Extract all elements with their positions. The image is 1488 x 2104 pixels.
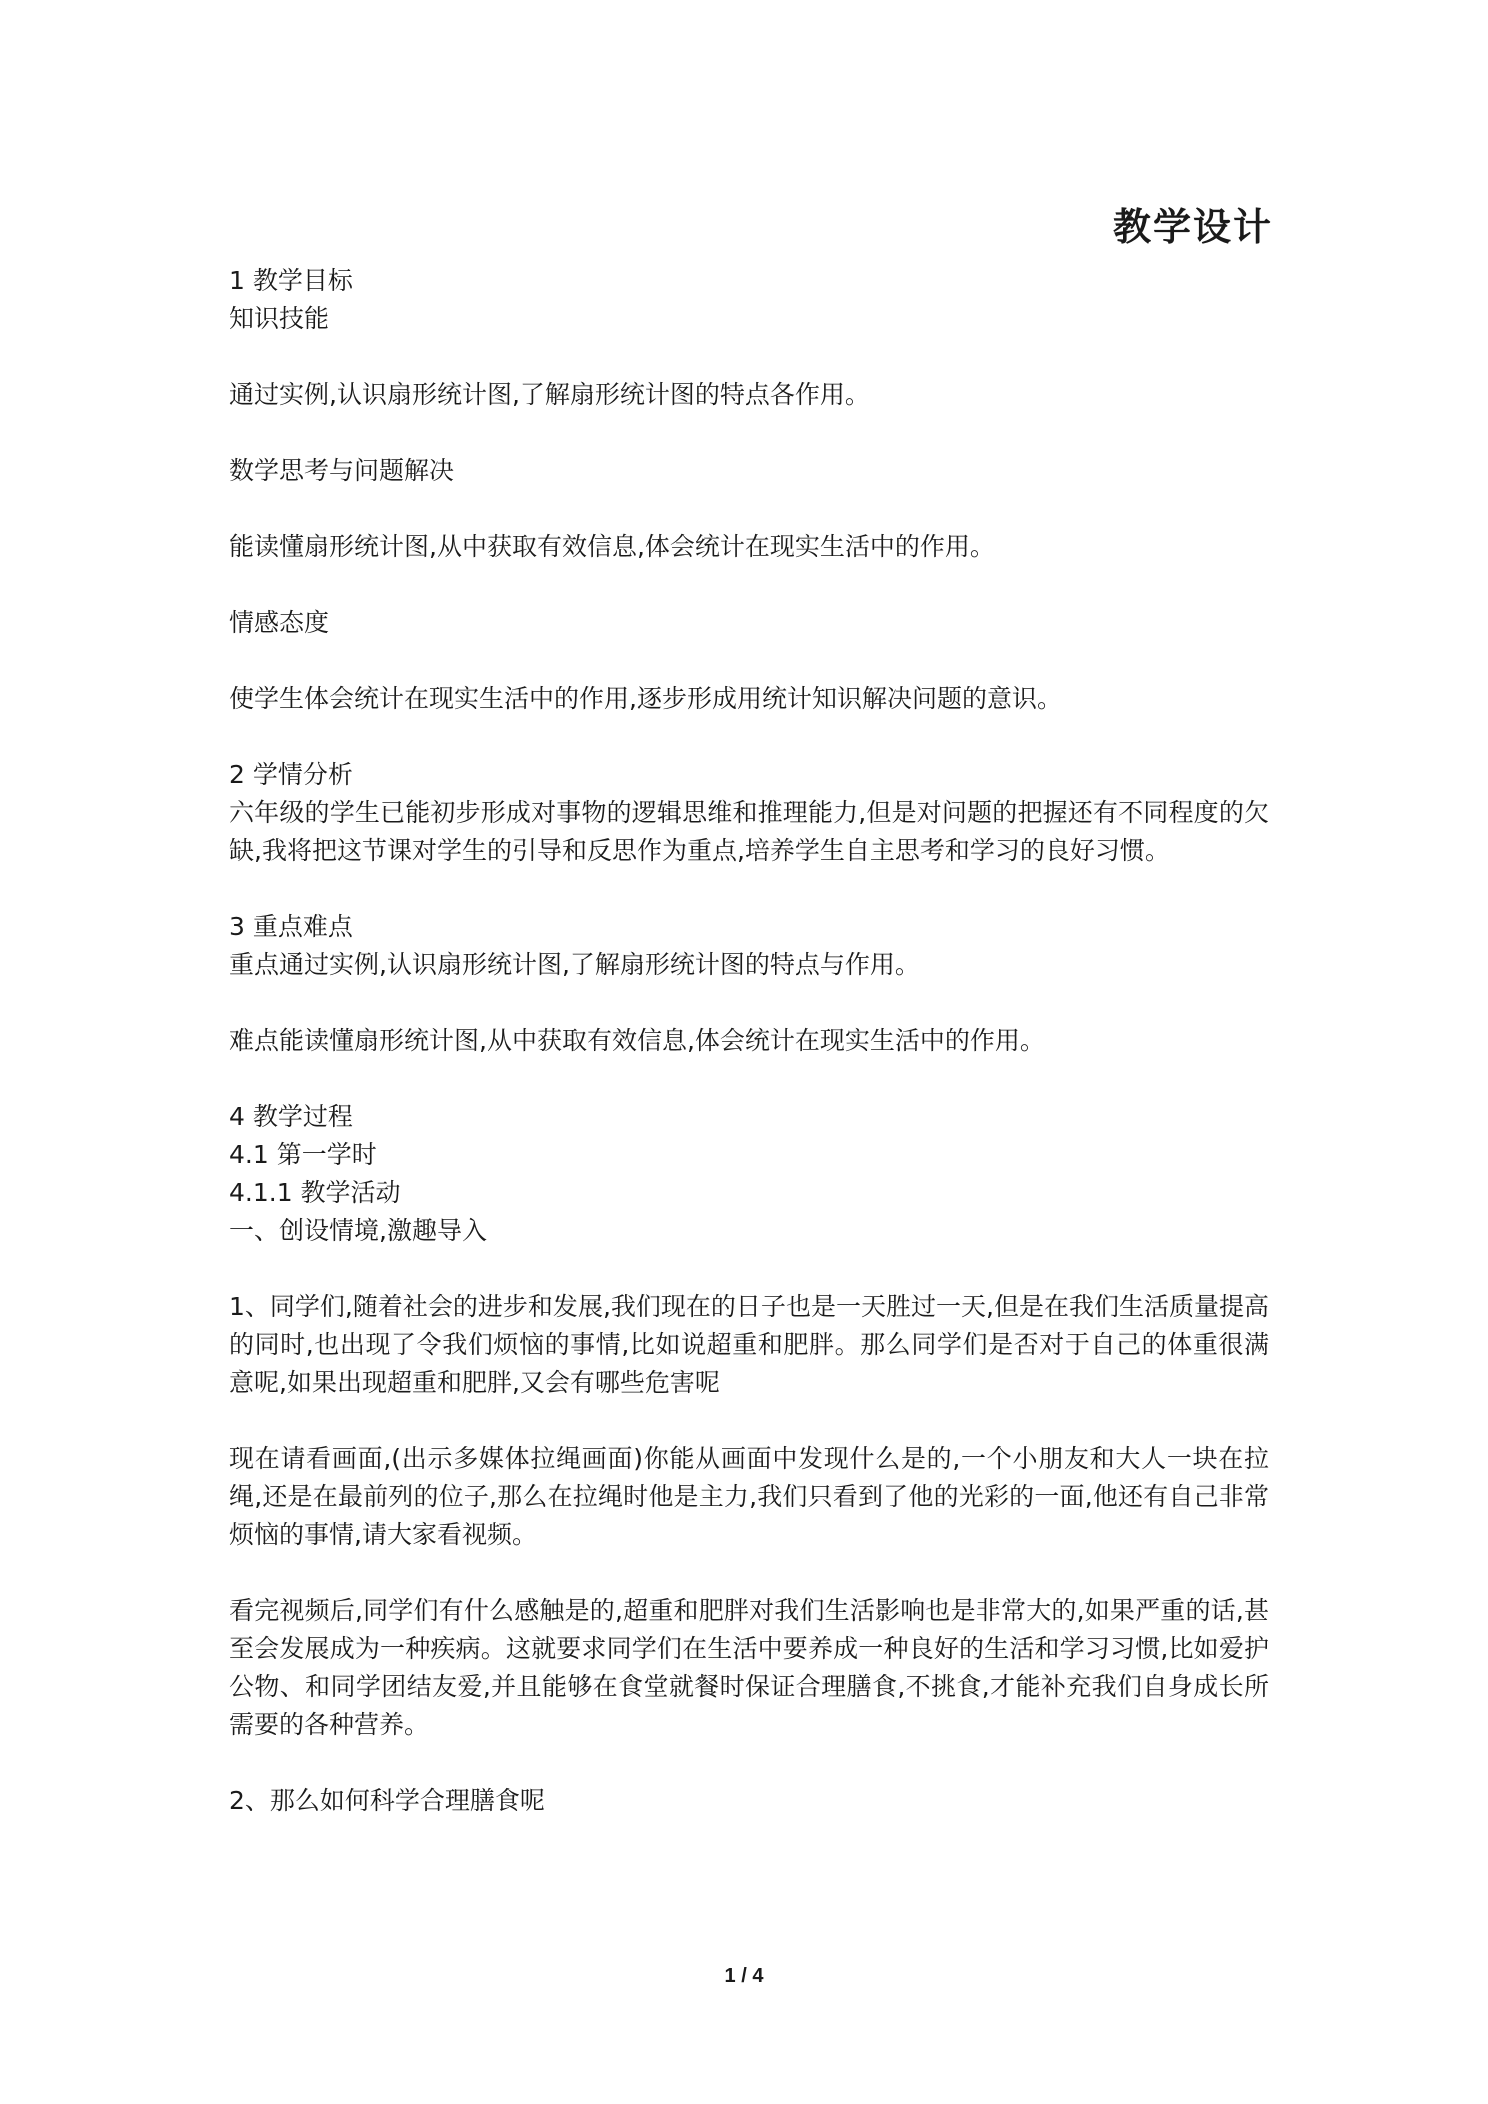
paragraph: 通过实例,认识扇形统计图,了解扇形统计图的特点各作用。 bbox=[229, 380, 870, 409]
paragraph: 难点能读懂扇形统计图,从中获取有效信息,体会统计在现实生活中的作用。 bbox=[229, 1026, 1045, 1055]
paragraph: 看完视频后,同学们有什么感触是的,超重和肥胖对我们生活影响也是非常大的,如果严重的话,甚至会发展成为一种疾病。这就要求同学们在生活中要养成一种良好的生活和学习习惯,比如爱护公物、和同学团结友爱,并且能够在食堂就餐时保证合理膳食,不挑食,才能补充我们自身成长所需要的各种营养。 bbox=[229, 1596, 1269, 1739]
subsection-heading: 4.1 第一学时 bbox=[229, 1140, 377, 1169]
document-body bbox=[229, 262, 1269, 1820]
section-heading-key-points: 3 重点难点 bbox=[229, 912, 353, 941]
paragraph: 现在请看画面,(出示多媒体拉绳画面)你能从画面中发现什么是的,一个小朋友和大人一块在拉绳,还是在最前列的位子,那么在拉绳时他是主力,我们只看到了他的光彩的一面,他还有自己非常烦恼的事情,请大家看视频。 bbox=[229, 1444, 1269, 1549]
section-heading-analysis: 2 学情分析 bbox=[229, 760, 353, 789]
paragraph: 2、那么如何科学合理膳食呢 bbox=[229, 1786, 545, 1815]
page-number: 1 / 4 bbox=[724, 1965, 764, 1987]
subheading-knowledge-skills: 知识技能 bbox=[229, 304, 330, 333]
paragraph: 能读懂扇形统计图,从中获取有效信息,体会统计在现实生活中的作用。 bbox=[229, 532, 995, 561]
paragraph: 1、同学们,随着社会的进步和发展,我们现在的日子也是一天胜过一天,但是在我们生活质量提高的同时,也出现了令我们烦恼的事情,比如说超重和肥胖。那么同学们是否对于自己的体重很满意呢,如果出现超重和肥胖,又会有哪些危害呢 bbox=[229, 1292, 1269, 1397]
paragraph: 重点通过实例,认识扇形统计图,了解扇形统计图的特点与作用。 bbox=[229, 950, 920, 979]
part-heading: 一、创设情境,激趣导入 bbox=[229, 1216, 487, 1245]
section-heading-objectives: 1 教学目标 bbox=[229, 266, 353, 295]
subheading-math-thinking: 数学思考与问题解决 bbox=[229, 456, 455, 485]
subsection-heading: 4.1.1 教学活动 bbox=[229, 1178, 401, 1207]
page-title: 教学设计 bbox=[1112, 205, 1273, 249]
section-heading-process: 4 教学过程 bbox=[229, 1102, 353, 1131]
paragraph: 使学生体会统计在现实生活中的作用,逐步形成用统计知识解决问题的意识。 bbox=[229, 684, 1062, 713]
subheading-attitude: 情感态度 bbox=[229, 608, 330, 637]
paragraph: 六年级的学生已能初步形成对事物的逻辑思维和推理能力,但是对问题的把握还有不同程度的欠缺,我将把这节课对学生的引导和反思作为重点,培养学生自主思考和学习的良好习惯。 bbox=[229, 798, 1269, 865]
